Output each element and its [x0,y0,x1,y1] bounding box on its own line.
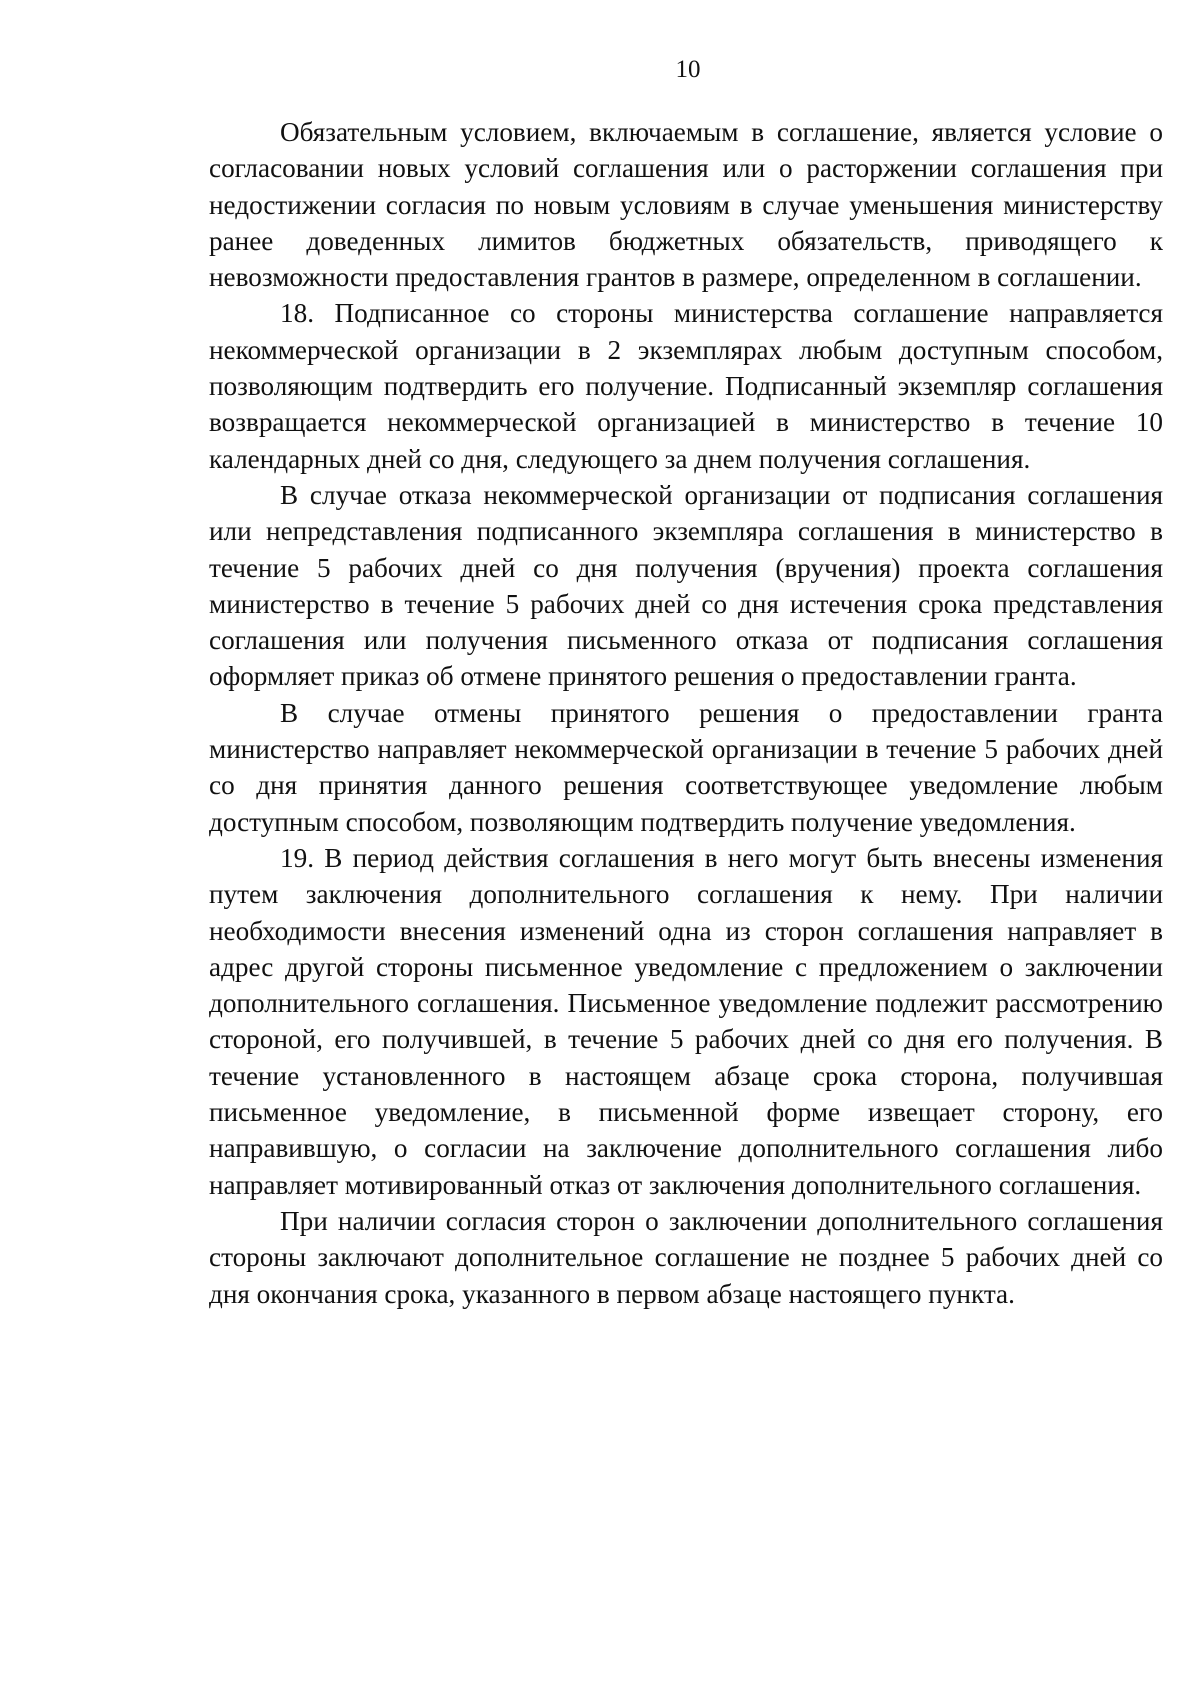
paragraph-item-18: 18. Подписанное со стороны министерства соглашение направляется некоммерческой организации в 2 экземплярах любым доступным способом, позволяющим подтвердить его получение. Подписанный экземпляр соглашения возвращается некоммерческой организацией в министерство в течение 10 календарных дней со дня, следующего за днем получения соглашения. [209,298,1163,474]
paragraph-cancellation-notice: В случае отмены принятого решения о предоставлении гранта министерство направляет некоммерческой организации в течение 5 рабочих дней со дня принятия данного решения соответствующее уведомление любым доступным способом, позволяющим подтвердить получение уведомления. [209,697,1163,837]
paragraph-item-19: 19. В период действия соглашения в него могут быть внесены изменения путем заключения дополнительного соглашения к нему. При наличии необходимости внесения изменений одна из сторон соглашения направляет в адрес другой стороны письменное уведомление с предложением о заключении дополнительного соглашения. Письменное уведомление подлежит рассмотрению стороной, его получившей, в течение 5 рабочих дней со дня его получения. В течение установленного в настоящем абзаце срока сторона, получившая письменное уведомление, в письменной форме извещает сторону, его направившую, о согласии на заключение дополнительного соглашения либо направляет мотивированный отказ от заключения дополнительного соглашения. [209,842,1163,1200]
paragraph-refusal-to-sign: В случае отказа некоммерческой организации от подписания соглашения или непредставления подписанного экземпляра соглашения в министерство в течение 5 рабочих дней со дня получения (вручения) проекта соглашения министерство в течение 5 рабочих дней со дня истечения срока представления соглашения или получения письменного отказа от подписания соглашения оформляет приказ об отмене принятого решения о предоставлении гранта. [209,479,1163,692]
paragraph-additional-agreement: При наличии согласия сторон о заключении дополнительного соглашения стороны заключают дополнительное соглашение не позднее 5 рабочих дней со дня окончания срока, указанного в первом абзаце настоящего пункта. [209,1205,1163,1309]
page-number: 10 [675,56,701,83]
paragraph-mandatory-condition: Обязательным условием, включаемым в соглашение, является условие о согласовании новых условий соглашения или о расторжении соглашения при недостижении согласия по новым условиям в случае уменьшения министерству ранее доведенных лимитов бюджетных обязательств, приводящего к невозможности предоставления грантов в размере, определенном в соглашении. [209,117,1163,293]
document-body [209,114,1163,1312]
